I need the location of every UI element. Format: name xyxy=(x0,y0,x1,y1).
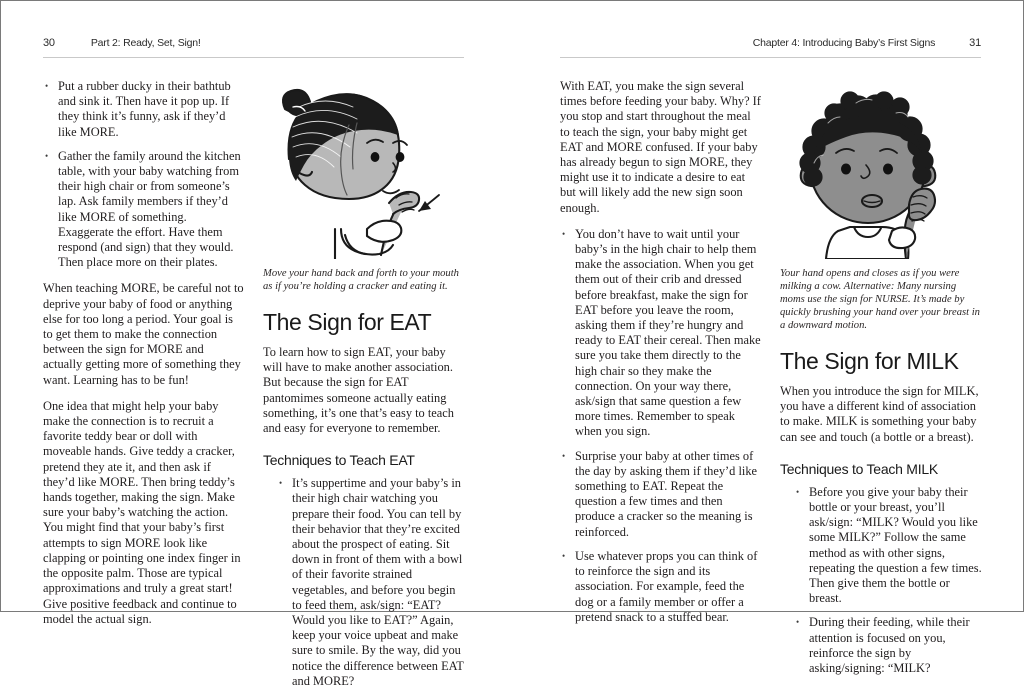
left-page xyxy=(1,1,512,688)
bullet-icon: • xyxy=(279,478,283,489)
list-item-text: Surprise your baby at other times of the day by asking them if they’d like something to EAT. Repeat the question a few times and then produce a cracker so the meaning is reinforced. xyxy=(575,448,758,539)
right-page-running-head-title: Chapter 4: Introducing Baby’s First Signs xyxy=(752,37,936,49)
list-item-text: Before you give your baby their bottle or your breast, you’ll ask/sign: “MILK? Would you like some MILK?” Follow the same method as with other signs, repeating the question a few times. Then give them the bottle or breast. xyxy=(809,484,982,606)
subsection-heading-techniques-eat: Techniques to Teach EAT xyxy=(263,452,415,469)
left-page-running-head xyxy=(43,37,201,49)
list-item xyxy=(43,79,245,140)
eat-intro-paragraph: To learn how to sign EAT, your baby will have to make another association. But because the sign for EAT pantomimes someone actually eating something, it’s one that’s easy to teach and easy for everyone to remember. xyxy=(263,345,454,436)
bullet-icon: • xyxy=(562,550,566,561)
right-page-column-1 xyxy=(560,79,762,676)
list-item xyxy=(560,549,762,625)
milk-illustration-caption: Your hand opens and closes as if you were milking a cow. Alternative: Many nursing moms use the sign for NURSE. It’s made by quickly brushing your hand over your breast in a downward motion. xyxy=(780,268,980,331)
eat-association-bullet-list xyxy=(560,227,762,625)
right-page-folio: 31 xyxy=(969,37,981,49)
right-page xyxy=(512,1,1023,676)
left-page-column-1 xyxy=(43,79,245,689)
child-signing-eat-illustration xyxy=(263,79,465,259)
list-item-text: Gather the family around the kitchen table, with your baby watching from their high chair or from someone’s lap. Ask family members if they’d like MORE of something. Exaggerate the effort. Have them respond (and sign) that they would. Then place more on their plates. xyxy=(58,148,241,270)
right-page-column-2 xyxy=(780,79,982,676)
milk-techniques-bullet-list xyxy=(794,485,982,676)
list-item xyxy=(43,149,245,271)
section-heading-eat: The Sign for EAT xyxy=(263,309,432,335)
bullet-icon: • xyxy=(796,617,800,628)
list-item-text: You don’t have to wait until your baby’s in the high chair to help them make the association. When you get them out of their crib and dressed before breakfast, make the sign for EAT before you leave the room, asking them if they’re hungry and ready to EAT their cereal. Then make sure you take them directly to the high chair so they make the connection. On your way there, ask/sign that same question a few more times. Remember to speak when you sign. xyxy=(575,226,761,439)
more-techniques-bullet-list xyxy=(43,79,245,270)
eat-timing-paragraph: With EAT, you make the sign several times before feeding your baby. Why? If you stop and start throughout the meal to teach the sign, your baby might get EAT and MORE confused. If your baby has already begun to sign MORE, they might use it to indicate a desire to eat but will likely add the new sign soon enough. xyxy=(560,79,761,215)
list-item xyxy=(560,227,762,440)
subsection-heading-techniques-milk: Techniques to Teach MILK xyxy=(780,460,938,477)
list-item-text: It’s suppertime and your baby’s in their high chair watching you prepare their food. You can tell by their behavior that they’re excited about the prospect of eating. Sit down in front of them with a bowl of their favorite strained vegetables, and before you begin to feed them, ask/sign: “EAT? Would you like to EAT?” Again, keep your voice upbeat and make sure to smile. By the way, did you notice the difference between EAT and MORE? xyxy=(292,476,464,688)
eat-techniques-bullet-list xyxy=(277,476,465,689)
left-page-column-2 xyxy=(263,79,465,689)
list-item xyxy=(277,476,465,689)
bullet-icon: • xyxy=(45,81,49,91)
right-page-columns xyxy=(560,79,983,676)
list-item xyxy=(560,449,762,540)
eat-illustration-caption: Move your hand back and forth to your mouth as if you’re holding a cracker and eating it. xyxy=(263,268,459,292)
list-item-text: During their feeding, while their attention is focused on you, reinforce the sign by asking/signing: “MILK? xyxy=(809,615,970,676)
child-signing-milk-illustration xyxy=(780,79,982,259)
bullet-icon: • xyxy=(45,150,49,161)
list-item xyxy=(794,615,982,676)
right-page-header-rule xyxy=(560,57,981,58)
left-page-header-rule xyxy=(43,57,464,58)
milk-intro-paragraph: When you introduce the sign for MILK, you have a different kind of association to make. MILK is something your baby can see and touch (a bottle or a breast). xyxy=(780,384,979,444)
list-item xyxy=(794,485,982,607)
left-page-folio: 30 xyxy=(43,37,55,49)
bullet-icon: • xyxy=(796,486,800,497)
more-caution-paragraph: When teaching MORE, be careful not to deprive your baby of food or anything else for too long a period. Your goal is to get them to make the connection between the sign for MORE and actually getting more of something they want. Learning has to be fun! xyxy=(43,281,244,387)
teddy-bear-paragraph: One idea that might help your baby make the connection is to recruit a favorite teddy bear or doll with moveable hands. Give teddy a cracker, pretend they ate it, and then ask if they’d like MORE. Then bring teddy’s hands together, making the sign. Make sure your baby’s watching the action. You might find that your baby’s first attempts to sign MORE look like clapping or pointing one index finger in the opposite palm. Those are typical approximations and truly a great start! Give positive feedback and continue to model the actual sign. xyxy=(43,398,241,626)
bullet-icon: • xyxy=(562,228,566,239)
left-page-columns xyxy=(43,79,466,689)
section-heading-milk: The Sign for MILK xyxy=(780,348,959,374)
right-page-running-head xyxy=(753,37,981,49)
list-item-text: Use whatever props you can think of to reinforce the sign and its association. For example, feed the dog or a family member or offer a pretend snack to a stuffed bear. xyxy=(575,548,758,624)
left-page-running-head-title: Part 2: Ready, Set, Sign! xyxy=(90,37,201,49)
bullet-icon: • xyxy=(562,450,566,461)
list-item-text: Put a rubber ducky in their bathtub and sink it. Then have it pop up. If they think it’s funny, ask if they’d like MORE. xyxy=(58,79,231,139)
